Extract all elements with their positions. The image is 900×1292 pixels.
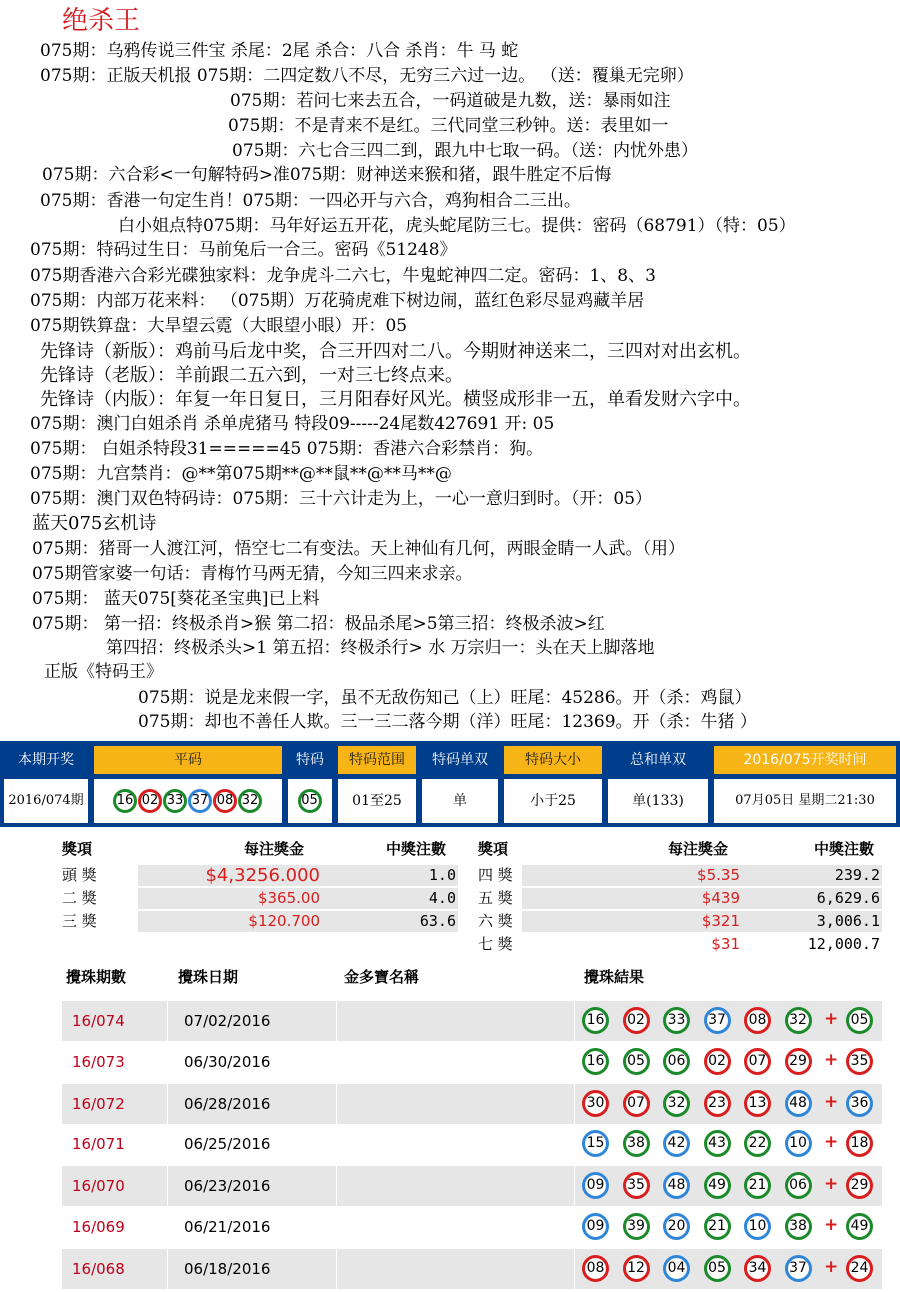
special-odd-even: 单 <box>422 779 498 823</box>
forecast-line: 075期： 白姐杀特段31=====45 075期：香港六合彩禁肖：狗。 <box>30 439 544 459</box>
prize-count: 12,000.7 <box>807 935 880 953</box>
prize-name: 二 獎 <box>62 889 97 907</box>
draw-date: 06/25/2016 <box>184 1135 271 1153</box>
special-ball: 05 <box>298 789 322 813</box>
prize-amount: $31 <box>711 935 740 953</box>
lottery-ball: 37 <box>704 1007 731 1034</box>
prize-name: 頭 獎 <box>62 866 97 884</box>
forecast-line: 先锋诗（老版）：羊前跟二五六到，一对三七终点来。 <box>40 365 463 386</box>
lottery-ball: 22 <box>744 1130 771 1157</box>
table-row <box>62 1207 882 1247</box>
forecast-line: 075期：说是龙来假一字，虽不无敌伤知己（上）旺尾：45286。开（杀：鸡鼠） <box>138 688 752 708</box>
prize-row <box>62 911 458 932</box>
forecast-line: 蓝天075玄机诗 <box>32 513 157 534</box>
prize-header: 每注獎金 <box>244 840 305 858</box>
lottery-ball: 33 <box>163 789 187 813</box>
lottery-ball: 08 <box>213 789 237 813</box>
draw-date: 06/23/2016 <box>184 1177 271 1195</box>
lottery-ball: 32 <box>238 789 262 813</box>
lottery-ball: 32 <box>785 1007 812 1034</box>
forecast-line: 先锋诗（新版）：鸡前马后龙中奖，合三开四对二八。今期财神送来二，三四对对出玄机。 <box>40 341 751 362</box>
forecast-line: 075期：却也不善任人欺。三一三二落今期（洋）旺尾：12369。开（杀：牛猪 ） <box>138 712 757 732</box>
results-header: 攪珠結果 <box>584 968 645 986</box>
forecast-line: 075期：六合彩<一句解特码>准075期：财神送来猴和猪，跟牛胜定不后悔 <box>42 165 612 185</box>
prize-name: 四 獎 <box>478 866 513 884</box>
lottery-ball: 02 <box>704 1048 731 1075</box>
plus-sign: + <box>824 1050 839 1070</box>
regular-balls <box>94 779 282 823</box>
prize-amount: $5.35 <box>697 866 740 884</box>
forecast-line: 075期：若问七来去五合，一码道破是九数，送：暴雨如注 <box>230 91 671 111</box>
lottery-ball: 08 <box>582 1255 609 1282</box>
forecast-line: 075期：乌鸦传说三件宝 杀尾：2尾 杀合：八合 杀肖：牛 马 蛇 <box>40 41 519 61</box>
prize-row <box>478 911 882 932</box>
prize-header: 中獎注數 <box>386 840 447 858</box>
draw-header: 总和单双 <box>608 746 708 774</box>
lottery-ball: 05 <box>623 1048 650 1075</box>
lottery-ball: 16 <box>582 1007 609 1034</box>
draw-number: 16/068 <box>72 1260 125 1278</box>
prize-row <box>478 888 882 909</box>
forecast-line: 075期：九宫禁肖：@**第075期**@**鼠**@**马**@ <box>30 464 452 484</box>
lottery-ball: 29 <box>846 1172 873 1199</box>
lottery-ball: 39 <box>623 1213 650 1240</box>
lottery-ball: 08 <box>744 1007 771 1034</box>
special-ball-cell <box>288 779 332 823</box>
prize-count: 1.0 <box>428 866 456 884</box>
lottery-ball: 34 <box>744 1255 771 1282</box>
draw-date: 06/28/2016 <box>184 1095 271 1113</box>
prize-row <box>478 865 882 886</box>
draw-header: 特码单双 <box>422 746 498 774</box>
forecast-line: 075期：香港一句定生肖！075期：一四必开与六合，鸡狗相合二三出。 <box>40 191 581 211</box>
lottery-ball: 15 <box>582 1130 609 1157</box>
prize-amount: $321 <box>701 912 740 930</box>
draw-number: 16/074 <box>72 1012 125 1030</box>
forecast-line: 075期：不是青来不是红。三代同堂三秒钟。送：表里如一 <box>228 116 669 136</box>
prize-amount: $120.700 <box>248 912 320 930</box>
forecast-line: 075期：内部万花来料： （075期）万花骑虎难下树边闹，蓝红色彩尽显鸡藏羊居 <box>30 291 645 311</box>
forecast-line: 075期： 第一招：终极杀肖>猴 第二招：极品杀尾>5第三招：终极杀波>红 <box>32 614 605 634</box>
prize-row <box>478 934 882 955</box>
forecast-line: 正版《特码王》 <box>44 662 163 682</box>
results-header: 金多寶名稱 <box>344 968 420 986</box>
table-row <box>62 1084 882 1124</box>
draw-date: 06/21/2016 <box>184 1218 271 1236</box>
plus-sign: + <box>824 1215 839 1235</box>
lottery-ball: 48 <box>785 1090 812 1117</box>
prize-header: 獎項 <box>478 840 509 858</box>
lottery-ball: 02 <box>138 789 162 813</box>
lottery-ball: 09 <box>582 1172 609 1199</box>
lottery-ball: 05 <box>704 1255 731 1282</box>
lottery-ball: 48 <box>663 1172 690 1199</box>
draw-number: 16/071 <box>72 1135 125 1153</box>
lottery-ball: 37 <box>188 789 212 813</box>
lottery-ball: 10 <box>785 1130 812 1157</box>
lottery-ball: 37 <box>785 1255 812 1282</box>
lottery-ball: 29 <box>785 1048 812 1075</box>
lottery-ball: 18 <box>846 1130 873 1157</box>
page-title: 绝杀王 <box>62 6 141 36</box>
next-draw-time: 07月05日 星期二21:30 <box>714 779 896 823</box>
lottery-ball: 12 <box>623 1255 650 1282</box>
prize-header: 獎項 <box>62 840 93 858</box>
draw-header: 特码范围 <box>338 746 416 774</box>
results-header: 攪珠期數 <box>66 968 127 986</box>
draw-header: 特码 <box>288 746 332 774</box>
prize-count: 63.6 <box>419 912 456 930</box>
table-row <box>62 1166 882 1206</box>
lottery-ball: 07 <box>623 1090 650 1117</box>
lottery-ball: 24 <box>846 1255 873 1282</box>
plus-sign: + <box>824 1174 839 1194</box>
prize-count: 239.2 <box>834 866 880 884</box>
lottery-ball: 06 <box>663 1048 690 1075</box>
lottery-ball: 13 <box>744 1090 771 1117</box>
draw-issue: 2016/074期 <box>4 779 88 823</box>
lottery-ball: 33 <box>663 1007 690 1034</box>
plus-sign: + <box>824 1132 839 1152</box>
table-row <box>62 1042 882 1082</box>
forecast-line: 075期： 蓝天075[葵花圣宝典]已上料 <box>32 589 320 609</box>
forecast-line: 075期管家婆一句话：青梅竹马两无猜，今知三四来求亲。 <box>32 564 473 584</box>
plus-sign: + <box>824 1257 839 1277</box>
forecast-line: 075期：猪哥一人渡江河，悟空七二有变法。天上神仙有几何，两眼金睛一人武。（用） <box>32 539 685 559</box>
lottery-ball: 16 <box>113 789 137 813</box>
sum-odd-even: 单(133) <box>608 779 708 823</box>
plus-sign: + <box>824 1009 839 1029</box>
draw-date: 06/30/2016 <box>184 1053 271 1071</box>
prize-name: 五 獎 <box>478 889 513 907</box>
lottery-ball: 35 <box>846 1048 873 1075</box>
draw-date: 07/02/2016 <box>184 1012 271 1030</box>
prize-row <box>62 865 458 886</box>
special-range: 01至25 <box>338 779 416 823</box>
prize-header: 中獎注數 <box>814 840 875 858</box>
lottery-ball: 04 <box>663 1255 690 1282</box>
forecast-line: 第四招：终极杀头>1 第五招：终极杀行> 水 万宗归一：头在天上脚落地 <box>106 638 655 658</box>
draw-header: 本期开奖 <box>4 746 88 774</box>
table-row <box>62 1001 882 1041</box>
lottery-ball: 21 <box>704 1213 731 1240</box>
prize-amount: $439 <box>701 889 740 907</box>
forecast-line: 白小姐点特075期：马年好运五开花，虎头蛇尾防三七。提供：密码（68791）（特：05） <box>118 216 796 236</box>
forecast-line: 075期：六七合三四二到，跟九中七取一码。（送：内忧外患） <box>232 141 698 161</box>
draw-date: 06/18/2016 <box>184 1260 271 1278</box>
draw-number: 16/072 <box>72 1095 125 1113</box>
lottery-ball: 16 <box>582 1048 609 1075</box>
draw-number: 16/073 <box>72 1053 125 1071</box>
lottery-ball: 49 <box>846 1213 873 1240</box>
lottery-ball: 20 <box>663 1213 690 1240</box>
lottery-ball: 06 <box>785 1172 812 1199</box>
lottery-ball: 10 <box>744 1213 771 1240</box>
lottery-ball: 23 <box>704 1090 731 1117</box>
lottery-ball: 21 <box>744 1172 771 1199</box>
prize-name: 七 獎 <box>478 935 513 953</box>
special-size: 小于25 <box>504 779 602 823</box>
prize-row <box>62 888 458 909</box>
lottery-ball: 36 <box>846 1090 873 1117</box>
plus-sign: + <box>824 1092 839 1112</box>
draw-header: 2016/075开奖时间 <box>714 746 896 774</box>
lottery-ball: 35 <box>623 1172 650 1199</box>
lottery-ball: 43 <box>704 1130 731 1157</box>
table-row <box>62 1124 882 1164</box>
lottery-ball: 49 <box>704 1172 731 1199</box>
lottery-ball: 07 <box>744 1048 771 1075</box>
lottery-ball: 42 <box>663 1130 690 1157</box>
forecast-line: 075期：澳门双色特码诗：075期：三十六计走为上，一心一意归到时。（开：05） <box>30 489 653 509</box>
prize-count: 4.0 <box>428 889 456 907</box>
table-row <box>62 1249 882 1289</box>
forecast-line: 075期：正版天机报 075期：二四定数八不尽，无穷三六过一边。 （送：覆巢无完卵） <box>40 66 694 86</box>
lottery-ball: 38 <box>623 1130 650 1157</box>
prize-count: 3,006.1 <box>816 912 880 930</box>
forecast-line: 075期：澳门白姐杀肖 杀单虎猪马 特段09-----24尾数427691 开: 05 <box>30 414 555 434</box>
prize-amount: $365.00 <box>257 889 320 907</box>
forecast-line: 075期：特码过生日：马前兔后一合三。密码《51248》 <box>30 240 457 260</box>
forecast-line: 先锋诗（内版）：年复一年日复日，三月阳春好风光。横竖成形非一五，单看发财六字中。 <box>40 389 751 410</box>
draw-number: 16/069 <box>72 1218 125 1236</box>
lottery-ball: 05 <box>846 1007 873 1034</box>
draw-header: 平码 <box>94 746 282 774</box>
results-header: 攪珠日期 <box>178 968 239 986</box>
prize-name: 三 獎 <box>62 912 97 930</box>
draw-number: 16/070 <box>72 1177 125 1195</box>
lottery-ball: 38 <box>785 1213 812 1240</box>
prize-count: 6,629.6 <box>816 889 880 907</box>
lottery-ball: 09 <box>582 1213 609 1240</box>
forecast-line: 075期铁算盘：大旱望云霓（大眼望小眼）开：05 <box>30 316 408 336</box>
lottery-ball: 02 <box>623 1007 650 1034</box>
prize-name: 六 獎 <box>478 912 513 930</box>
prize-amount: $4,3256.000 <box>205 865 320 886</box>
lottery-ball: 30 <box>582 1090 609 1117</box>
draw-header: 特码大小 <box>504 746 602 774</box>
forecast-line: 075期香港六合彩光碟独家料：龙争虎斗二六七，牛鬼蛇神四二定。密码：1、8、3 <box>30 266 656 286</box>
lottery-ball: 32 <box>663 1090 690 1117</box>
prize-header: 每注獎金 <box>668 840 729 858</box>
